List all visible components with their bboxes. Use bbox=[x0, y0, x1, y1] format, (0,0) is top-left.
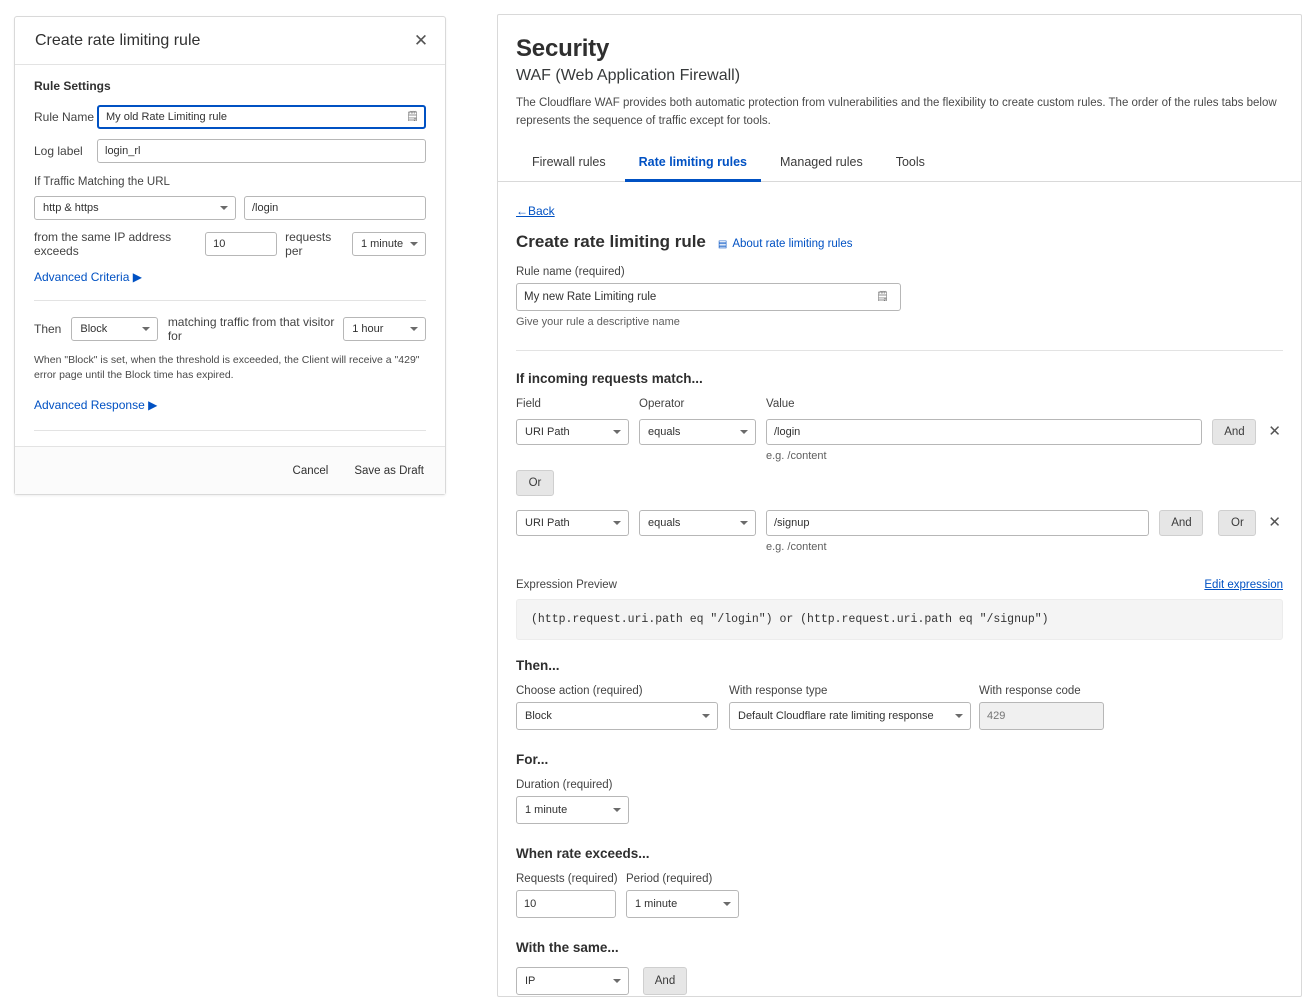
rate-section-title: When rate exceeds... bbox=[516, 845, 650, 861]
advanced-criteria-link[interactable] bbox=[34, 270, 142, 284]
and-button[interactable]: And bbox=[643, 967, 687, 995]
block-note: When "Block" is set, when the threshold is exceeded, the Client will receive a "429" error page until the Block time has expired. bbox=[34, 354, 420, 382]
action-select-value: Block bbox=[80, 323, 108, 335]
clipboard-icon[interactable]: 🗒 bbox=[876, 291, 889, 303]
clipboard-icon[interactable]: 🗒 bbox=[406, 111, 419, 123]
condition-field-select[interactable] bbox=[516, 419, 629, 445]
back-link[interactable]: ←Back bbox=[516, 203, 555, 218]
response-type-select[interactable] bbox=[729, 702, 971, 730]
expression-preview-value: (http.request.uri.path eq "/login") or (http.request.uri.path eq "/signup") bbox=[516, 599, 1283, 640]
panel-header bbox=[498, 15, 1301, 131]
rule-name-input[interactable] bbox=[516, 283, 901, 311]
create-rate-limiting-rule-modal bbox=[14, 16, 446, 495]
rule-name-hint: Give your rule a descriptive name bbox=[516, 315, 680, 328]
block-duration-value: 1 hour bbox=[352, 323, 384, 335]
log-label-row bbox=[34, 139, 426, 163]
document-icon: ▤ bbox=[717, 238, 728, 250]
col-header-value: Value bbox=[766, 397, 795, 410]
duration-select[interactable] bbox=[516, 796, 629, 824]
waf-tabs bbox=[498, 145, 1301, 182]
condition-operator-select[interactable] bbox=[639, 419, 756, 445]
then-fields bbox=[516, 685, 1283, 730]
log-label-input[interactable] bbox=[97, 139, 426, 163]
action-select[interactable] bbox=[71, 317, 157, 341]
divider-2 bbox=[34, 430, 426, 431]
then-mid-label: matching traffic from that visitor for bbox=[167, 315, 335, 343]
modal-body bbox=[15, 65, 445, 468]
divider bbox=[516, 350, 1283, 351]
characteristic-select[interactable] bbox=[516, 967, 629, 995]
rule-name-label: Rule name (required) bbox=[516, 265, 625, 278]
modal-footer bbox=[15, 446, 445, 494]
form-title: Create rate limiting rule bbox=[516, 231, 706, 251]
for-section-title: For... bbox=[516, 751, 549, 767]
requests-label: Requests (required) bbox=[516, 872, 618, 885]
action-label: Choose action (required) bbox=[516, 684, 643, 697]
condition-field-select[interactable] bbox=[516, 510, 629, 536]
col-header-field: Field bbox=[516, 397, 541, 410]
advanced-criteria-label: Advanced Criteria bbox=[34, 270, 130, 284]
close-icon[interactable]: ✕ bbox=[1266, 510, 1283, 536]
expression-preview-label: Expression Preview bbox=[516, 578, 617, 591]
duration-value: 1 minute bbox=[525, 803, 568, 816]
period-select[interactable] bbox=[626, 890, 739, 918]
save-as-draft-button[interactable]: Save as Draft bbox=[352, 461, 426, 481]
characteristic-row bbox=[516, 967, 1283, 995]
condition-value-hint: e.g. /content bbox=[766, 449, 827, 462]
advanced-response-link[interactable] bbox=[34, 398, 157, 412]
page-title: Security bbox=[516, 35, 610, 62]
edit-expression-link[interactable]: Edit expression bbox=[1204, 578, 1283, 591]
period-label: Period (required) bbox=[626, 872, 713, 885]
response-type-value: Default Cloudflare rate limiting response bbox=[738, 709, 934, 722]
condition-field-value: URI Path bbox=[525, 425, 570, 438]
rule-form bbox=[498, 182, 1301, 997]
block-duration-select[interactable] bbox=[343, 317, 426, 341]
condition-operator-select[interactable] bbox=[639, 510, 756, 536]
tab-tools[interactable]: Tools bbox=[895, 154, 925, 169]
url-match-row bbox=[34, 196, 426, 220]
tab-firewall-rules[interactable]: Firewall rules bbox=[532, 154, 606, 169]
condition-operator-value: equals bbox=[648, 516, 681, 529]
log-label-label: Log label bbox=[34, 144, 83, 158]
col-header-operator: Operator bbox=[639, 397, 685, 410]
page-subtitle: WAF (Web Application Firewall) bbox=[516, 67, 741, 84]
url-path-input[interactable] bbox=[244, 196, 426, 220]
url-match-label: If Traffic Matching the URL bbox=[34, 176, 170, 188]
tab-rate-limiting-rules[interactable]: Rate limiting rules bbox=[625, 145, 761, 182]
close-icon[interactable]: ✕ bbox=[411, 31, 431, 51]
condition-value-input[interactable] bbox=[766, 419, 1202, 445]
threshold-input[interactable] bbox=[205, 232, 277, 256]
cancel-button[interactable]: Cancel bbox=[291, 461, 331, 481]
security-waf-panel bbox=[497, 14, 1302, 997]
triangle-right-icon: ▶ bbox=[132, 270, 142, 284]
form-title-row bbox=[516, 232, 1283, 252]
expression-header bbox=[516, 579, 1283, 591]
response-code-label: With response code bbox=[979, 684, 1081, 697]
condition-field-value: URI Path bbox=[525, 516, 570, 529]
period-value: 1 minute bbox=[635, 897, 678, 910]
match-section-title: If incoming requests match... bbox=[516, 370, 703, 386]
scheme-select-value: http & https bbox=[43, 202, 99, 214]
requests-input[interactable] bbox=[516, 890, 616, 918]
response-type-label: With response type bbox=[729, 684, 828, 697]
rule-name-input[interactable] bbox=[97, 105, 426, 129]
then-label: Then bbox=[34, 322, 62, 336]
modal-title: Create rate limiting rule bbox=[35, 31, 201, 49]
page-description: The Cloudflare WAF provides both automatic protection from vulnerabilities and the flexibility to create custom rules. The order of the rules tabs below represents the sequence of traffic except for tools. bbox=[516, 97, 1277, 127]
threshold-prefix-label: from the same IP address exceeds bbox=[34, 230, 172, 258]
then-row bbox=[34, 315, 426, 343]
action-select-value: Block bbox=[525, 709, 552, 722]
threshold-row bbox=[34, 230, 426, 258]
condition-operator-value: equals bbox=[648, 425, 681, 438]
close-icon[interactable]: ✕ bbox=[1266, 419, 1283, 445]
modal-header bbox=[15, 17, 445, 65]
triangle-right-icon: ▶ bbox=[148, 398, 158, 413]
divider bbox=[34, 300, 426, 301]
condition-column-headers bbox=[516, 398, 1283, 415]
response-code-input[interactable] bbox=[979, 702, 1104, 730]
advanced-response-label: Advanced Response bbox=[34, 398, 145, 413]
rate-fields bbox=[516, 873, 1283, 918]
rule-name-label: Rule Name bbox=[34, 110, 95, 124]
about-rate-limiting-rules-link[interactable] bbox=[718, 238, 853, 250]
and-button[interactable]: And bbox=[1159, 510, 1203, 536]
threshold-mid-label: requests per bbox=[285, 230, 332, 258]
scheme-select[interactable] bbox=[34, 196, 236, 220]
or-button[interactable]: Or bbox=[516, 470, 554, 496]
rule-settings-heading: Rule Settings bbox=[34, 79, 111, 93]
or-button[interactable]: Or bbox=[1218, 510, 1256, 536]
and-button[interactable]: And bbox=[1212, 419, 1256, 445]
tab-managed-rules[interactable]: Managed rules bbox=[780, 154, 863, 169]
condition-row bbox=[516, 419, 1283, 462]
about-link-label: About rate limiting rules bbox=[732, 238, 853, 251]
then-section-title: Then... bbox=[516, 657, 560, 673]
duration-label: Duration (required) bbox=[516, 778, 613, 791]
rule-name-row bbox=[34, 105, 426, 129]
condition-value-hint: e.g. /content bbox=[766, 540, 827, 553]
condition-row bbox=[516, 510, 1283, 553]
period-select[interactable] bbox=[352, 232, 426, 256]
same-section-title: With the same... bbox=[516, 939, 619, 955]
action-select[interactable] bbox=[516, 702, 718, 730]
characteristic-value: IP bbox=[525, 974, 536, 987]
condition-value-input[interactable] bbox=[766, 510, 1149, 536]
period-select-value: 1 minute bbox=[360, 238, 404, 250]
